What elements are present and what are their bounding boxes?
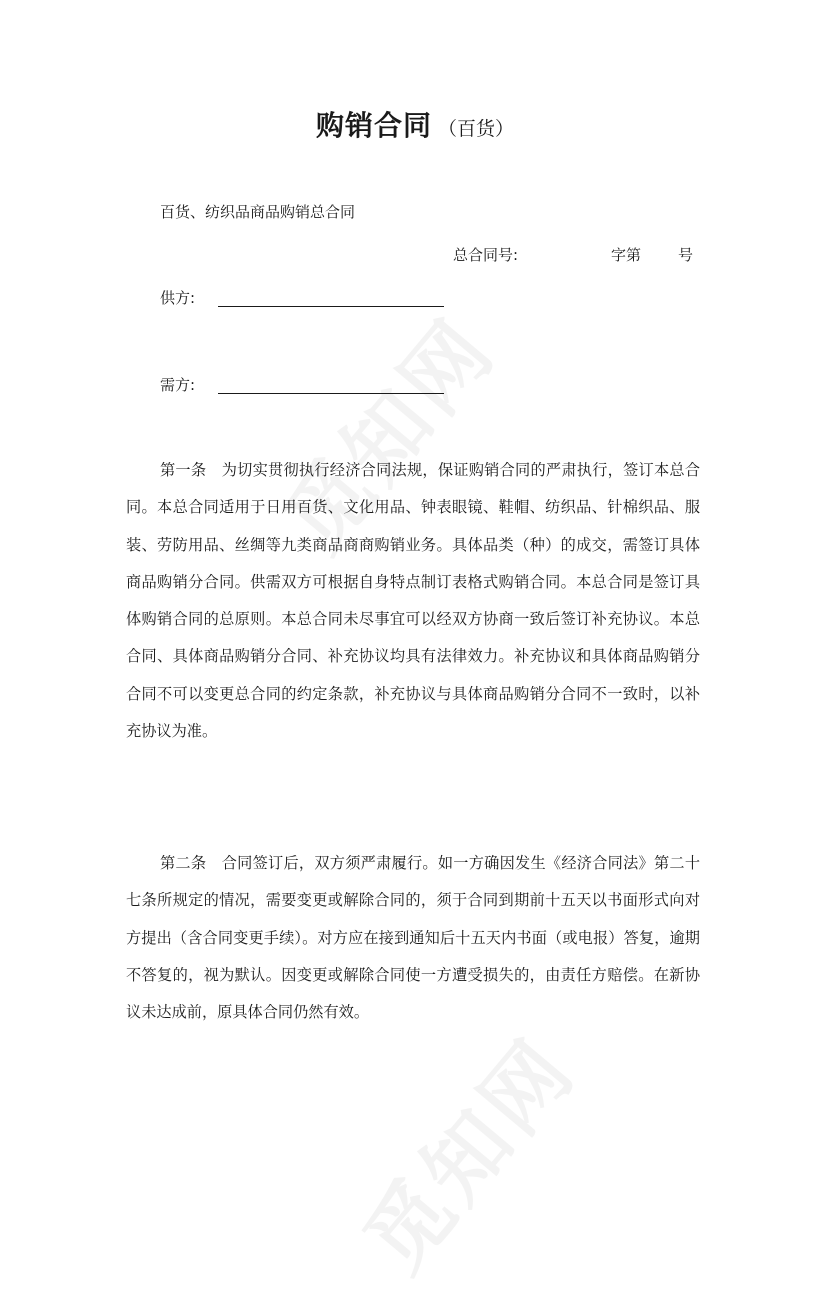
buyer-blank-line bbox=[218, 393, 444, 394]
document-title bbox=[0, 104, 830, 144]
title-main: 购销合同 bbox=[315, 109, 432, 142]
contract-no-word-hao: 号 bbox=[678, 246, 694, 264]
supplier-field bbox=[160, 287, 195, 308]
buyer-label: 需方: bbox=[160, 376, 196, 394]
title-suffix: （百货） bbox=[438, 118, 515, 140]
article-2-paragraph: 第二条 合同签订后，双方须严肃履行。如一方确因发生《经济合同法》第二十七条所规定的情况，需要变更或解除合同的，须于合同到期前十五天以书面形式向对方提出（含合同变更手续）。对方应在接到通知后十五天内书面（或电报）答复，逾期不答复的，视为默认。因变更或解除合同使一方遭受损失的，由责任方赔偿。在新协议未达成前，原具体合同仍然有效。 bbox=[126, 854, 700, 1022]
contract-no-label: 总合同号: bbox=[453, 246, 519, 264]
document-subtitle: 百货、纺织品商品购销总合同 bbox=[160, 203, 356, 221]
article-1-paragraph: 第一条 为切实贯彻执行经济合同法规，保证购销合同的严肃执行，签订本总合同。本总合同适用于日用百货、文化用品、钟表眼镜、鞋帽、纺织品、针棉织品、服装、劳防用品、丝绸等九类商品商商购销业务。具体品类（种）的成交，需签订具体商品购销分合同。供需双方可根据自身特点制订表格式购销合同。本总合同是签订具体购销合同的总原则。本总合同未尽事宜可以经双方协商一致后签订补充协议。本总合同、具体商品购销分合同、补充协议均具有法律效力。补充协议和具体商品购销分合同不可以变更总合同的约定条款，补充协议与具体商品购销分合同不一致时，以补充协议为准。 bbox=[126, 461, 700, 741]
contract-no-word-zi-di: 字第 bbox=[611, 246, 642, 264]
supplier-label: 供方: bbox=[160, 289, 196, 307]
contract-number-line bbox=[453, 244, 694, 265]
watermark bbox=[332, 1008, 598, 1293]
supplier-blank-line bbox=[218, 306, 444, 307]
buyer-field bbox=[160, 374, 195, 395]
